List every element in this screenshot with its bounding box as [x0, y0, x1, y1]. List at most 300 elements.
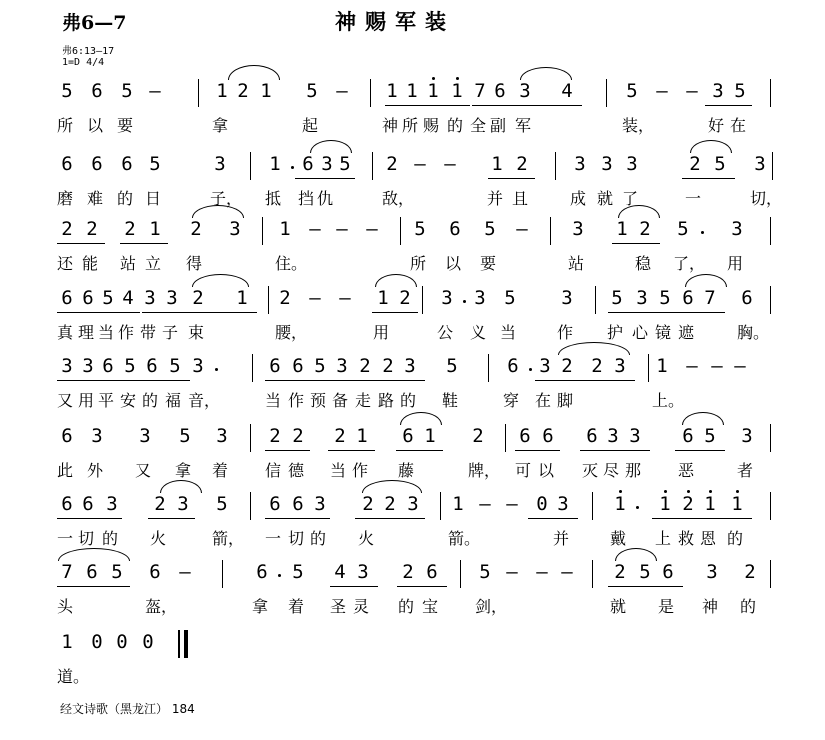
barline [772, 152, 773, 180]
lyric-syllable: 的 [310, 529, 327, 548]
note: 2 [269, 425, 281, 447]
note: 3 [441, 287, 453, 309]
note: 2 [561, 355, 573, 377]
sustain-dash: – [309, 218, 321, 240]
lyric-syllable: 子， [210, 189, 243, 208]
lyric-syllable: 箭。 [448, 529, 481, 548]
source-credit: 经文诗歌（黑龙江） 184 [60, 702, 195, 716]
note: 2 [516, 153, 528, 175]
note: 1 [236, 287, 248, 309]
note: 6 [507, 355, 519, 377]
note: 5 [704, 425, 716, 447]
lyric-syllable: 难 [87, 189, 104, 208]
slur-arc [228, 65, 280, 80]
note: 1 [424, 425, 436, 447]
scripture-reference: 弗6:13—17 [62, 46, 115, 57]
note: 3 [214, 153, 226, 175]
beam-underline [295, 178, 355, 179]
note: 2 [591, 355, 603, 377]
octave-high-dot [619, 490, 622, 493]
sustain-dash: – [734, 355, 746, 377]
sustain-dash: – [366, 218, 378, 240]
note: 3 [177, 493, 189, 515]
note: 6 [82, 493, 94, 515]
beam-underline [675, 450, 725, 451]
lyric-line [0, 251, 825, 277]
note: 6 [61, 287, 73, 309]
beam-underline [682, 178, 735, 179]
lyric-syllable: 切， [750, 189, 783, 208]
note: 6 [61, 425, 73, 447]
lyric-syllable: 挡 [298, 189, 315, 208]
lyric-syllable: 福 [165, 391, 182, 410]
barline [460, 560, 461, 588]
lyric-line [0, 458, 825, 484]
note: 5 [504, 287, 516, 309]
augmentation-dot [278, 574, 281, 577]
lyric-syllable: 仇 [317, 189, 334, 208]
note: 2 [384, 493, 396, 515]
note: 5 [339, 153, 351, 175]
note: 4 [122, 287, 134, 309]
note: 3 [91, 425, 103, 447]
note: 5 [659, 287, 671, 309]
lyric-syllable: 用 [373, 323, 390, 342]
beam-underline [612, 243, 660, 244]
beam-underline [57, 518, 122, 519]
lyric-syllable: 用 [78, 391, 95, 410]
barline [422, 286, 423, 314]
note: 5 [714, 153, 726, 175]
barline [488, 354, 489, 382]
barline [198, 79, 199, 107]
lyric-syllable: 火 [358, 529, 375, 548]
note: 5 [306, 80, 318, 102]
note: 5 [121, 80, 133, 102]
note: 6 [662, 561, 674, 583]
lyric-syllable: 拿 [212, 116, 229, 135]
barline [550, 217, 551, 245]
note: 6 [61, 493, 73, 515]
sustain-dash: – [336, 80, 348, 102]
lyric-syllable: 全 [470, 116, 487, 135]
note: 4 [334, 561, 346, 583]
note: 6 [494, 80, 506, 102]
note: 7 [474, 80, 486, 102]
sustain-dash: – [686, 80, 698, 102]
lyric-syllable: 腰， [275, 323, 308, 342]
augmentation-dot [636, 506, 639, 509]
lyric-syllable: 的 [400, 391, 417, 410]
note: 2 [279, 287, 291, 309]
beam-underline [652, 518, 752, 519]
note: 3 [731, 218, 743, 240]
note: 2 [639, 218, 651, 240]
note: 3 [519, 80, 531, 102]
note: 3 [357, 561, 369, 583]
note: 3 [144, 287, 156, 309]
note: 5 [292, 561, 304, 583]
beam-underline [355, 518, 425, 519]
sustain-dash: – [516, 218, 528, 240]
lyric-syllable: 信 [265, 461, 282, 480]
note: 3 [106, 493, 118, 515]
lyric-syllable: 理 [78, 323, 95, 342]
lyric-syllable: 圣 [330, 597, 347, 616]
lyric-syllable: 的 [142, 391, 159, 410]
note: 2 [402, 561, 414, 583]
note: 4 [561, 80, 573, 102]
note: 1 [406, 80, 418, 102]
octave-high-dot [736, 490, 739, 493]
barline [770, 286, 771, 314]
note: 2 [334, 425, 346, 447]
note: 6 [91, 153, 103, 175]
note: 0 [142, 631, 154, 653]
note: 6 [91, 80, 103, 102]
octave-high-dot [664, 490, 667, 493]
lyric-syllable: 所 [410, 254, 427, 273]
note: 5 [111, 561, 123, 583]
note: 5 [216, 493, 228, 515]
barline [592, 492, 593, 520]
lyric-syllable: 束 [188, 323, 205, 342]
lyric-syllable: 拿 [252, 597, 269, 616]
lyric-syllable: 备 [332, 391, 349, 410]
note: 3 [557, 493, 569, 515]
barline [252, 354, 253, 382]
lyric-syllable: 能 [82, 254, 99, 273]
lyric-syllable: 作 [352, 461, 369, 480]
augmentation-dot [215, 368, 218, 371]
lyric-syllable: 带 [140, 323, 157, 342]
lyric-syllable: 当 [265, 391, 282, 410]
lyric-syllable: 的 [398, 597, 415, 616]
lyric-syllable: 在 [730, 116, 747, 135]
note: 2 [292, 425, 304, 447]
notation-line [0, 420, 825, 456]
beam-underline [265, 518, 330, 519]
lyric-syllable: 神 [382, 116, 399, 135]
lyric-syllable: 要 [117, 116, 134, 135]
note: 6 [292, 493, 304, 515]
beam-underline [142, 312, 257, 313]
note: 0 [91, 631, 103, 653]
lyric-line [0, 526, 825, 552]
octave-high-dot [432, 77, 435, 80]
lyric-syllable: 并 [553, 529, 570, 548]
lyric-syllable: 恶 [678, 461, 695, 480]
note: 2 [362, 493, 374, 515]
lyric-syllable: 箭， [212, 529, 245, 548]
note: 6 [86, 561, 98, 583]
lyric-syllable: 外 [87, 461, 104, 480]
beam-underline [265, 450, 310, 451]
barline [372, 152, 373, 180]
note: 3 [216, 425, 228, 447]
score-line [0, 148, 825, 214]
lyric-syllable: 当 [330, 461, 347, 480]
beam-underline [397, 586, 447, 587]
note: 2 [154, 493, 166, 515]
score-line [0, 350, 825, 416]
beam-underline [120, 243, 168, 244]
sustain-dash: – [179, 561, 191, 583]
octave-high-dot [687, 490, 690, 493]
lyric-syllable: 胸。 [737, 323, 770, 342]
note: 5 [124, 355, 136, 377]
lyric-syllable: 火 [150, 529, 167, 548]
note: 2 [61, 218, 73, 240]
lyric-syllable: 拿 [175, 461, 192, 480]
lyric-syllable: 以 [445, 254, 462, 273]
lyric-syllable: 走 [355, 391, 372, 410]
barline [592, 560, 593, 588]
beam-underline [57, 312, 140, 313]
lyric-syllable: 稳 [635, 254, 652, 273]
score-line [0, 213, 825, 279]
lyric-syllable: 宝 [422, 597, 439, 616]
note: 5 [626, 80, 638, 102]
note: 3 [139, 425, 151, 447]
note: 5 [314, 355, 326, 377]
lyric-syllable: 立 [145, 254, 162, 273]
note: 1 [260, 80, 272, 102]
note: 6 [82, 287, 94, 309]
lyric-syllable: 就 [610, 597, 627, 616]
note: 1 [731, 493, 743, 515]
lyric-syllable: 好 [708, 116, 725, 135]
lyric-syllable: 上 [655, 529, 672, 548]
note: 6 [102, 355, 114, 377]
beam-underline [608, 586, 683, 587]
note: 2 [190, 218, 202, 240]
note: 3 [636, 287, 648, 309]
lyric-syllable: 并 [487, 189, 504, 208]
lyric-syllable: 一 [57, 529, 74, 548]
slur-arc [690, 140, 732, 153]
barline [770, 424, 771, 452]
note: 5 [446, 355, 458, 377]
note: 6 [149, 561, 161, 583]
lyric-syllable: 盔， [145, 597, 178, 616]
lyric-syllable: 神 [702, 597, 719, 616]
notation-line [0, 556, 825, 592]
lyric-syllable: 道。 [57, 667, 90, 686]
lyric-syllable: 起 [302, 116, 319, 135]
note: 3 [741, 425, 753, 447]
lyric-syllable: 遮 [678, 323, 695, 342]
lyric-line [0, 388, 825, 414]
lyric-syllable: 成 [570, 189, 587, 208]
note: 3 [192, 355, 204, 377]
augmentation-dot [463, 300, 466, 303]
lyric-syllable: 的 [447, 116, 464, 135]
lyric-syllable: 戴 [610, 529, 627, 548]
barline [770, 79, 771, 107]
lyric-syllable: 敌， [382, 189, 415, 208]
lyric-syllable: 站 [120, 254, 137, 273]
barline [555, 152, 556, 180]
lyric-syllable: 藤 [398, 461, 415, 480]
note: 6 [402, 425, 414, 447]
note: 6 [302, 153, 314, 175]
lyric-syllable: 护 [607, 323, 624, 342]
notation-line [0, 282, 825, 318]
sustain-dash: – [506, 493, 518, 515]
note: 2 [192, 287, 204, 309]
lyric-line [0, 664, 825, 690]
score-line [0, 488, 825, 554]
barline [250, 424, 251, 452]
score-line [0, 282, 825, 348]
note: 1 [149, 218, 161, 240]
note: 2 [744, 561, 756, 583]
note: 6 [269, 355, 281, 377]
lyric-syllable: 抵 [265, 189, 282, 208]
lyric-syllable: 的 [117, 189, 134, 208]
lyric-syllable: 站 [568, 254, 585, 273]
sustain-dash: – [414, 153, 426, 175]
note: 1 [216, 80, 228, 102]
note: 5 [677, 218, 689, 240]
note: 7 [61, 561, 73, 583]
beam-underline [330, 586, 378, 587]
lyric-syllable: 鞋 [442, 391, 459, 410]
note: 6 [449, 218, 461, 240]
note: 2 [614, 561, 626, 583]
note: 3 [229, 218, 241, 240]
note: 1 [616, 218, 628, 240]
sustain-dash: – [336, 218, 348, 240]
notation-line [0, 148, 825, 184]
note: 5 [61, 80, 73, 102]
lyric-syllable: 着 [288, 597, 305, 616]
barline [648, 354, 649, 382]
lyric-syllable: 那 [625, 461, 642, 480]
beam-underline [580, 450, 650, 451]
beam-underline [57, 243, 105, 244]
lyric-syllable: 可 [515, 461, 532, 480]
note: 3 [614, 355, 626, 377]
lyric-syllable: 公 [437, 323, 454, 342]
lyric-syllable: 真 [57, 323, 74, 342]
note: 1 [659, 493, 671, 515]
barline [400, 217, 401, 245]
note: 5 [734, 80, 746, 102]
final-barline-thick [184, 630, 188, 658]
note: 3 [706, 561, 718, 583]
lyric-syllable: 的 [727, 529, 744, 548]
notation-line [0, 213, 825, 249]
lyric-syllable: 心 [632, 323, 649, 342]
note: 2 [86, 218, 98, 240]
beam-underline [57, 586, 130, 587]
lyric-syllable: 还 [57, 254, 74, 273]
note: 3 [539, 355, 551, 377]
lyric-line [0, 186, 825, 212]
beam-underline [265, 380, 425, 381]
lyric-syllable: 切 [78, 529, 95, 548]
lyric-syllable: 用 [727, 254, 744, 273]
lyric-syllable: 灵 [353, 597, 370, 616]
slur-arc [520, 67, 572, 80]
lyric-syllable: 当 [98, 323, 115, 342]
sustain-dash: – [339, 287, 351, 309]
final-barline-thin [178, 630, 180, 658]
lyric-syllable: 安 [120, 391, 137, 410]
lyric-syllable: 作 [118, 323, 135, 342]
lyric-syllable: 住。 [275, 254, 308, 273]
note: 5 [169, 355, 181, 377]
note: 6 [519, 425, 531, 447]
note: 3 [629, 425, 641, 447]
note: 3 [61, 355, 73, 377]
lyric-syllable: 预 [310, 391, 327, 410]
lyric-syllable: 当 [500, 323, 517, 342]
lyric-syllable: 赐 [423, 116, 440, 135]
lyric-syllable: 以 [538, 461, 555, 480]
barline [770, 560, 771, 588]
barline [262, 217, 263, 245]
notation-line [0, 488, 825, 524]
augmentation-dot [701, 231, 704, 234]
note: 3 [712, 80, 724, 102]
note: 2 [689, 153, 701, 175]
beam-underline [385, 105, 470, 106]
note: 0 [116, 631, 128, 653]
note: 5 [639, 561, 651, 583]
beam-underline [328, 450, 375, 451]
beam-underline [608, 312, 725, 313]
barline [606, 79, 607, 107]
song-title: 神赐军装 [335, 9, 455, 34]
note: 6 [682, 287, 694, 309]
score-line [0, 420, 825, 486]
note: 5 [414, 218, 426, 240]
note: 2 [399, 287, 411, 309]
lyric-line [0, 320, 825, 346]
lyric-syllable: 切 [288, 529, 305, 548]
barline [440, 492, 441, 520]
notation-line [0, 75, 825, 111]
lyric-syllable: 一 [265, 529, 282, 548]
lyric-syllable: 义 [470, 323, 487, 342]
lyric-syllable: 者 [737, 461, 754, 480]
score-line [0, 626, 825, 692]
note: 2 [382, 355, 394, 377]
beam-underline [148, 518, 195, 519]
note: 5 [179, 425, 191, 447]
sustain-dash: – [686, 355, 698, 377]
lyric-syllable: 副 [490, 116, 507, 135]
barline [595, 286, 596, 314]
note: 1 [356, 425, 368, 447]
note: 3 [314, 493, 326, 515]
note: 3 [82, 355, 94, 377]
lyric-syllable: 的 [102, 529, 119, 548]
note: 6 [586, 425, 598, 447]
lyric-syllable: 得 [186, 254, 203, 273]
note: 1 [452, 493, 464, 515]
sustain-dash: – [561, 561, 573, 583]
barline [250, 152, 251, 180]
note: 5 [611, 287, 623, 309]
lyric-syllable: 灭 [582, 461, 599, 480]
lyric-syllable: 日 [145, 189, 162, 208]
lyric-syllable: 所 [57, 116, 74, 135]
augmentation-dot [291, 166, 294, 169]
